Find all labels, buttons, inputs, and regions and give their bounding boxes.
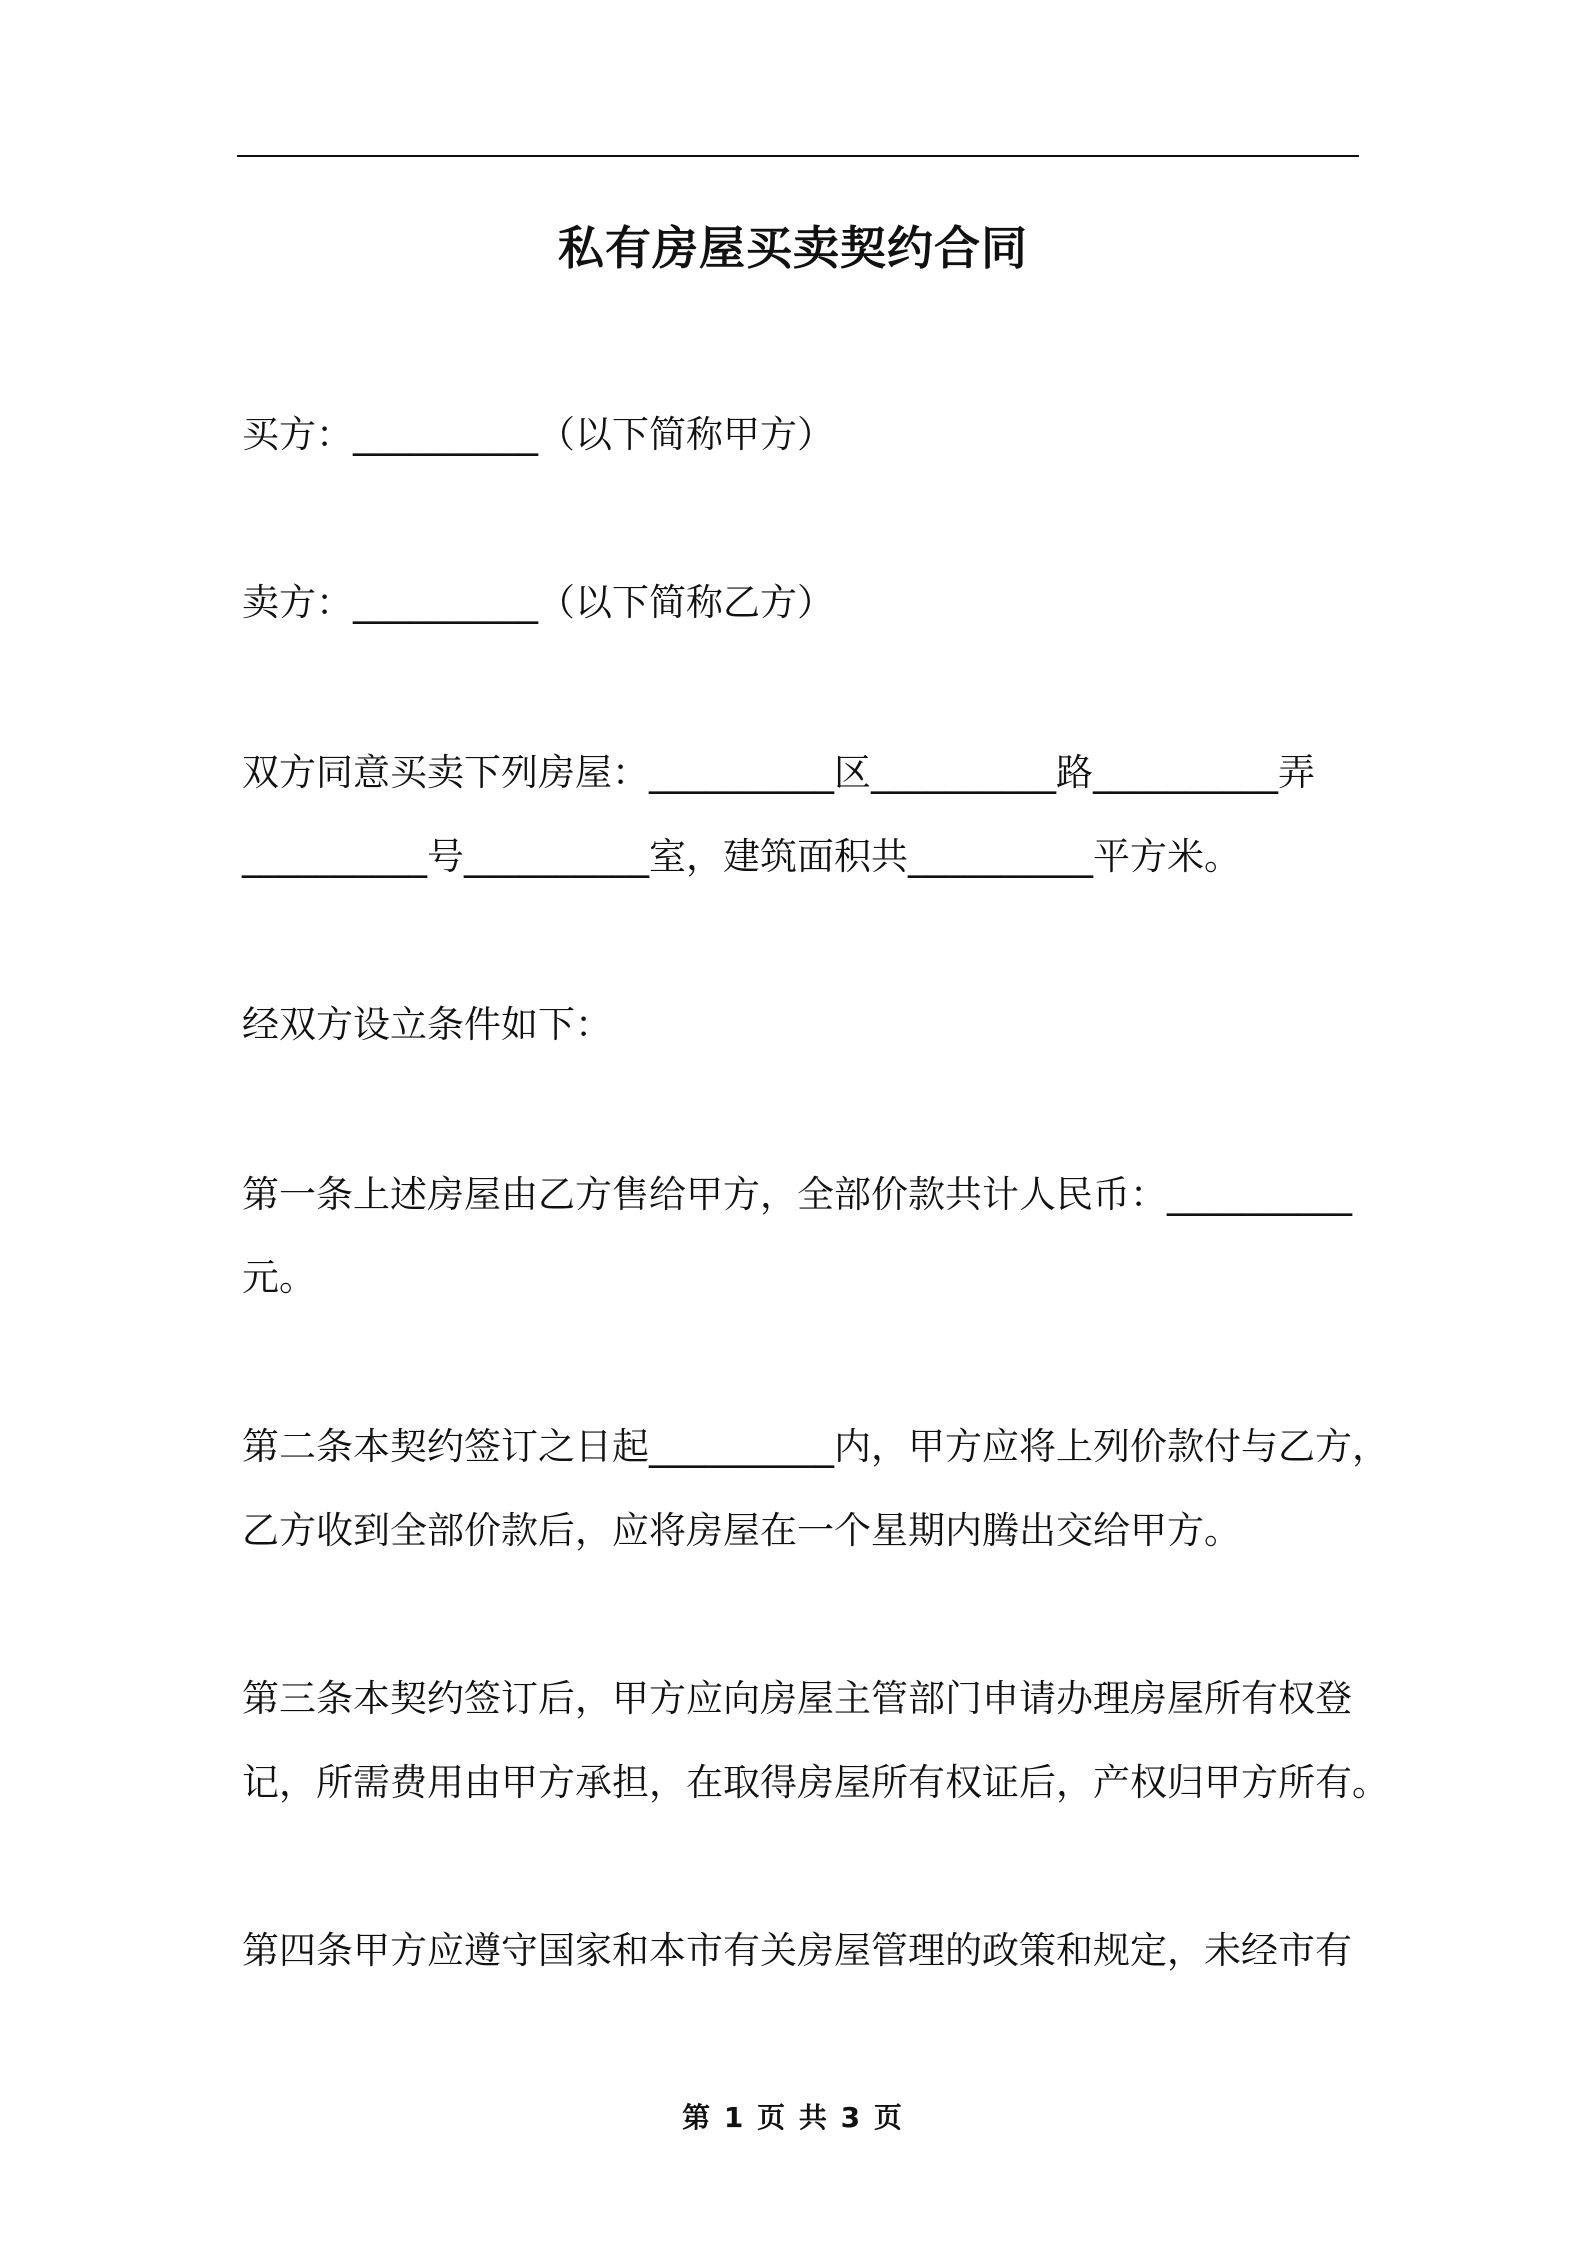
article-4-line-1: 第四条甲方应遵守国家和本市有关房屋管理的政策和规定，未经市有 [242, 1929, 1352, 1972]
article-3-line-1: 第三条本契约签订后，甲方应向房屋主管部门申请办理房屋所有权登 [242, 1677, 1352, 1720]
article-3-line-2: 记，所需费用由甲方承担，在取得房屋所有权证后，产权归甲方所有。 [242, 1761, 1389, 1804]
article-2-line-2: 乙方收到全部价款后，应将房屋在一个星期内腾出交给甲方。 [242, 1509, 1241, 1552]
article-1-line-1: 第一条上述房屋由乙方售给甲方，全部价款共计人民币：__________ [242, 1173, 1352, 1216]
buyer-line: 买方：__________（以下简称甲方） [242, 413, 834, 456]
header-rule [237, 155, 1359, 157]
article-2-line-1: 第二条本契约签订之日起__________内，甲方应将上列价款付与乙方， [242, 1425, 1389, 1468]
property-line-2: __________号__________室，建筑面积共__________平方米。 [242, 835, 1241, 878]
conditions-intro: 经双方设立条件如下： [242, 1003, 612, 1046]
page-number: 第 1 页 共 3 页 [682, 2101, 904, 2134]
article-1-line-2: 元。 [242, 1256, 316, 1299]
property-line-1: 双方同意买卖下列房屋：__________区__________路__________弄 [242, 751, 1315, 794]
document-title: 私有房屋买卖契约合同 [558, 221, 1028, 275]
seller-line: 卖方：__________（以下简称乙方） [242, 581, 834, 624]
